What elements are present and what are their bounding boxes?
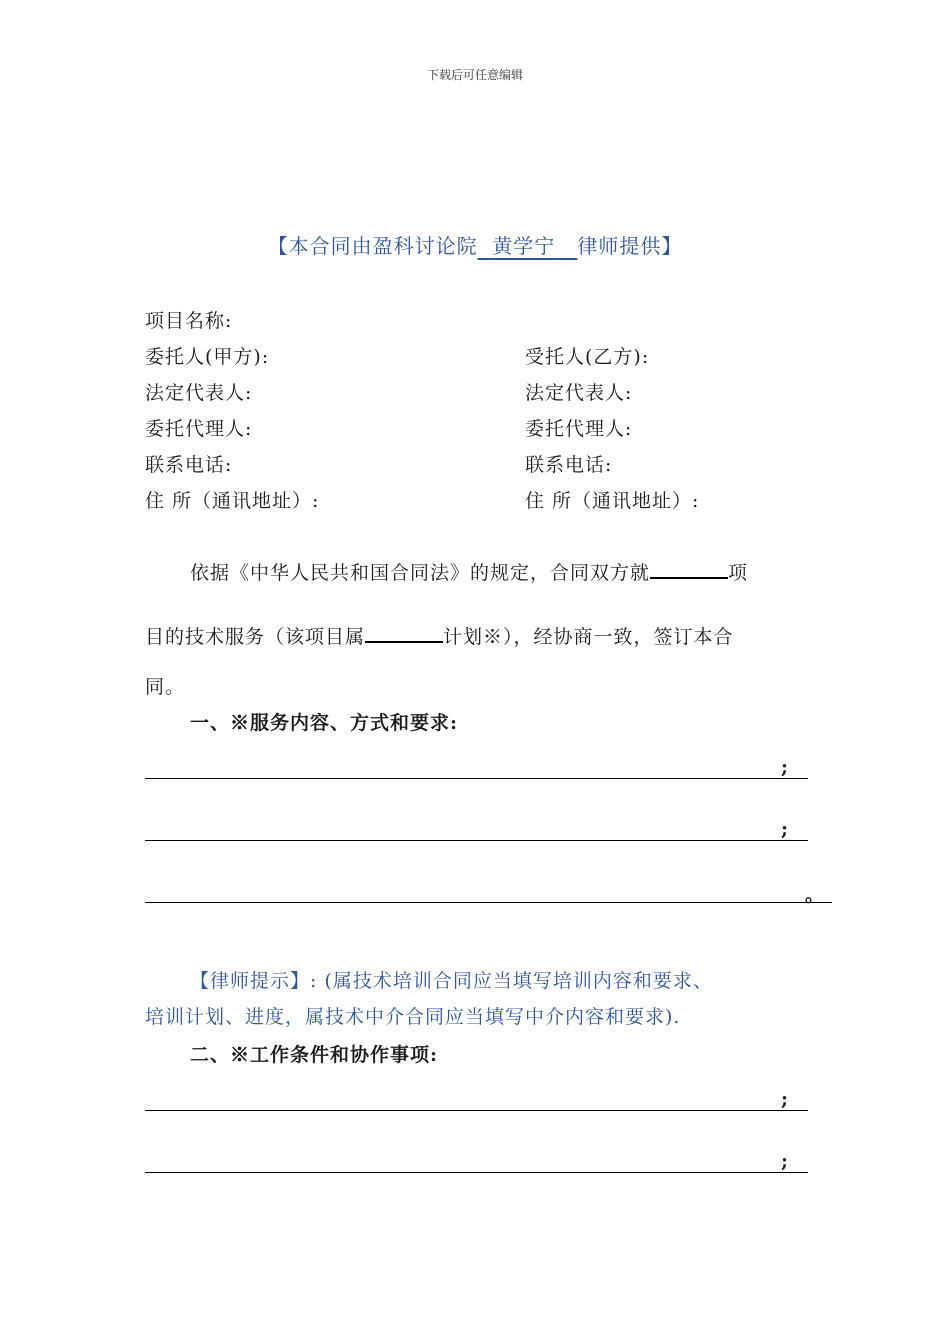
line-end-mark: ; xyxy=(781,1150,789,1172)
trustee-agent-label: 委托代理人: xyxy=(525,418,633,440)
section-2-heading: 二、※工作条件和协作事项: xyxy=(190,1044,439,1066)
section-1-blank-line xyxy=(145,902,832,903)
trustee-phone-label: 联系电话: xyxy=(525,454,613,476)
section-2-blank-line xyxy=(145,1110,808,1111)
section-1-blank-line xyxy=(145,778,808,779)
project-name-label: 项目名称: xyxy=(145,310,233,332)
page-header-note: 下载后可任意编辑 xyxy=(426,68,523,82)
lawyer-name: 黄学宁 xyxy=(492,234,556,258)
line-end-mark: ; xyxy=(781,1088,789,1110)
line-end-mark: ; xyxy=(781,756,789,778)
plan-blank xyxy=(365,623,443,643)
intro-line-3: 同。 xyxy=(145,676,186,698)
section-1-blank-line xyxy=(145,840,808,841)
trustee-label: 受托人(乙方): xyxy=(525,346,650,368)
client-phone-label: 联系电话: xyxy=(145,454,233,476)
project-blank xyxy=(650,559,728,579)
section-2-blank-line xyxy=(145,1172,808,1173)
line-end-mark: 。 xyxy=(805,884,825,906)
contract-source-title xyxy=(0,230,950,259)
trustee-legal-rep-label: 法定代表人: xyxy=(525,382,633,404)
client-agent-label: 委托代理人: xyxy=(145,418,253,440)
client-label: 委托人(甲方): xyxy=(145,346,270,368)
client-legal-rep-label: 法定代表人: xyxy=(145,382,253,404)
title-prefix: 【本合同由盈科讨论院 xyxy=(267,234,478,258)
lawyer-tip-line-1: 【律师提示】: (属技术培训合同应当填写培训内容和要求、 xyxy=(190,970,713,992)
title-suffix: 律师提供】 xyxy=(577,234,683,258)
client-address-label: 住 所（通讯地址）: xyxy=(145,490,320,512)
section-1-heading: 一、※服务内容、方式和要求: xyxy=(190,712,459,734)
lawyer-tip-line-2: 培训计划、进度，属技术中介合同应当填写中介内容和要求). xyxy=(145,1006,681,1028)
trustee-address-label: 住 所（通讯地址）: xyxy=(525,490,700,512)
intro-line-1: 依据《中华人民共和国合同法》的规定，合同双方就 项 xyxy=(190,558,748,585)
line-end-mark: ; xyxy=(781,818,789,840)
intro-line-2: 目的技术服务（该项目属 计划※），经协商一致，签订本合 xyxy=(145,622,734,649)
